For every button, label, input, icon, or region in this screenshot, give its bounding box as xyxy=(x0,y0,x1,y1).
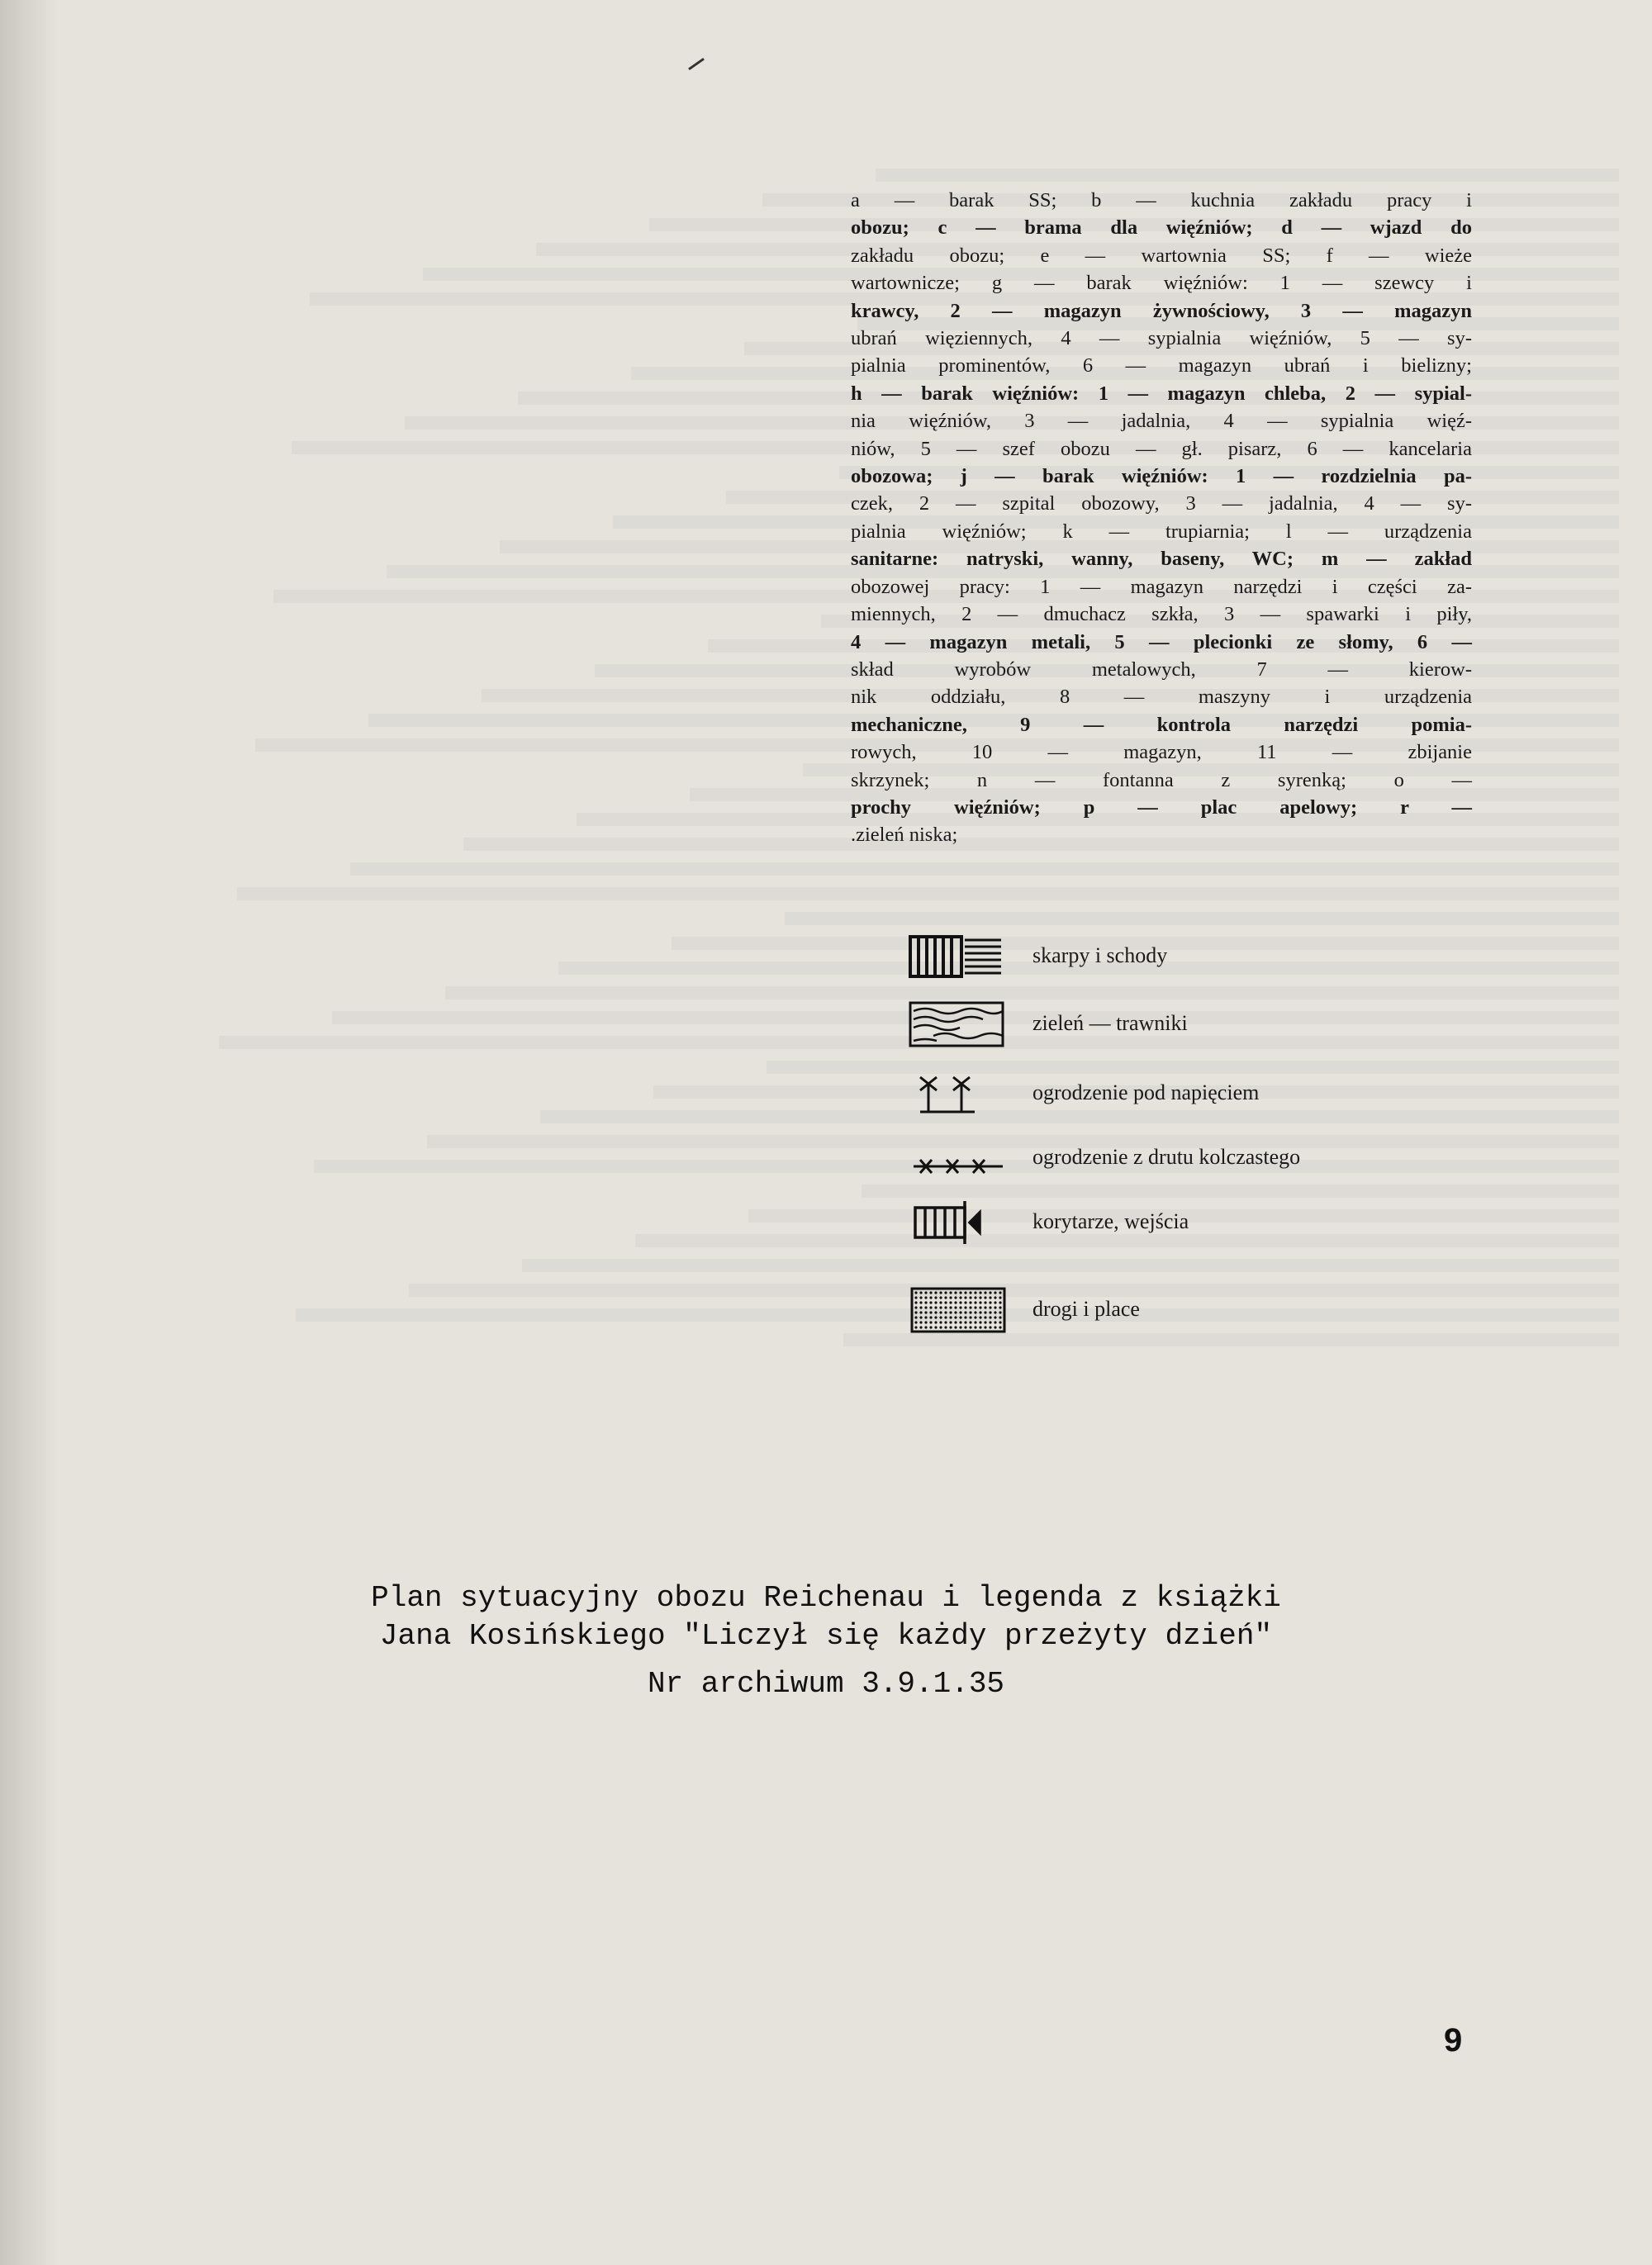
barbed-wire-icon xyxy=(909,1133,1008,1183)
electric-fence-icon xyxy=(909,1069,1008,1118)
bleed-through-line xyxy=(876,169,1619,182)
legend-line: mechaniczne, 9 — kontrola narzędzi pomia- xyxy=(851,713,1472,736)
legend-line: krawcy, 2 — magazyn żywnościowy, 3 — magazyn xyxy=(851,299,1472,322)
symbol-row xyxy=(909,1000,1652,1049)
caption-line-2: Jana Kosińskiego "Liczył się każdy przeżyty dzień" xyxy=(379,1619,1273,1653)
legend-line: obozu; c — brama dla więźniów; d — wjazd do xyxy=(851,216,1472,240)
legend-line: .zieleń niska; xyxy=(851,824,958,847)
caption-archive-number: Nr archiwum 3.9.1.35 xyxy=(647,1667,1005,1701)
legend-line: prochy więźniów; p — plac apelowy; r — xyxy=(851,795,1472,819)
symbol-label: drogi i place xyxy=(1032,1297,1140,1321)
legend-line: skład wyrobów metalowych, 7 — kierow- xyxy=(851,658,1472,681)
bleed-through-line xyxy=(785,912,1619,925)
legend-line: nia więźniów, 3 — jadalnia, 4 — sypialnia więź- xyxy=(851,410,1472,433)
symbol-row xyxy=(909,1069,1652,1118)
bleed-through-line xyxy=(237,887,1619,900)
legend-line: czek, 2 — szpital obozowy, 3 — jadalnia, 4 — sy- xyxy=(851,492,1472,515)
binding-shadow xyxy=(0,0,58,2265)
legend-line: sanitarne: natryski, wanny, baseny, WC; m — zakład xyxy=(851,548,1472,571)
symbol-label: ogrodzenie pod napięciem xyxy=(1032,1080,1260,1104)
legend-line: obozowa; j — barak więźniów: 1 — rozdzielnia pa- xyxy=(851,465,1472,488)
lawn-icon xyxy=(909,1000,1008,1049)
legend-line: pialnia więźniów; k — trupiarnia; l — urządzenia xyxy=(851,520,1472,543)
symbol-row xyxy=(909,1198,1652,1247)
legend-line: miennych, 2 — dmuchacz szkła, 3 — spawarki i piły, xyxy=(851,603,1472,626)
symbol-label: zieleń — trawniki xyxy=(1032,1011,1188,1035)
legend-line: niów, 5 — szef obozu — gł. pisarz, 6 — kancelaria xyxy=(851,437,1472,460)
symbol-label: ogrodzenie z drutu kolczastego xyxy=(1032,1145,1301,1169)
bleed-through-line xyxy=(350,862,1619,876)
page-number: 9 xyxy=(1444,2022,1463,2058)
legend-line: a — barak SS; b — kuchnia zakładu pracy i xyxy=(851,189,1472,211)
legend-line: ubrań więziennych, 4 — sypialnia więźniów, 5 — sy- xyxy=(851,327,1472,350)
symbol-row xyxy=(909,1285,1652,1335)
bleed-through-line xyxy=(843,1333,1619,1346)
bleed-through-line xyxy=(862,1185,1619,1198)
corridor-icon xyxy=(909,1198,1008,1247)
pen-mark xyxy=(688,58,705,70)
map-legend-text xyxy=(851,187,1472,849)
legend-line: pialnia prominentów, 6 — magazyn ubrań i bielizny; xyxy=(851,354,1472,378)
legend-line: zakładu obozu; e — wartownia SS; f — wieże xyxy=(851,244,1472,267)
symbol-label: korytarze, wejścia xyxy=(1032,1209,1189,1233)
legend-line: 4 — magazyn metali, 5 — plecionki ze słomy, 6 — xyxy=(851,630,1472,653)
symbol-row xyxy=(909,932,1652,981)
legend-line: skrzynek; n — fontanna z syrenką; o — xyxy=(851,768,1472,791)
legend-line: wartownicze; g — barak więźniów: 1 — szewcy i xyxy=(851,272,1472,295)
legend-line: h — barak więźniów: 1 — magazyn chleba, 2 — sypial- xyxy=(851,382,1472,405)
legend-line: nik oddziału, 8 — maszyny i urządzenia xyxy=(851,686,1472,709)
bleed-through-line xyxy=(445,986,1619,1000)
roads-icon xyxy=(909,1285,1008,1335)
symbol-label: skarpy i schody xyxy=(1032,943,1168,967)
stairs-slope-icon xyxy=(909,932,1008,981)
legend-line: obozowej pracy: 1 — magazyn narzędzi i części za- xyxy=(851,575,1472,598)
bleed-through-line xyxy=(522,1259,1619,1272)
legend-line: rowych, 10 — magazyn, 11 — zbijanie xyxy=(851,741,1472,764)
caption-line-1: Plan sytuacyjny obozu Reichenau i legenda z książki xyxy=(371,1581,1281,1615)
symbol-row xyxy=(909,1133,1652,1183)
